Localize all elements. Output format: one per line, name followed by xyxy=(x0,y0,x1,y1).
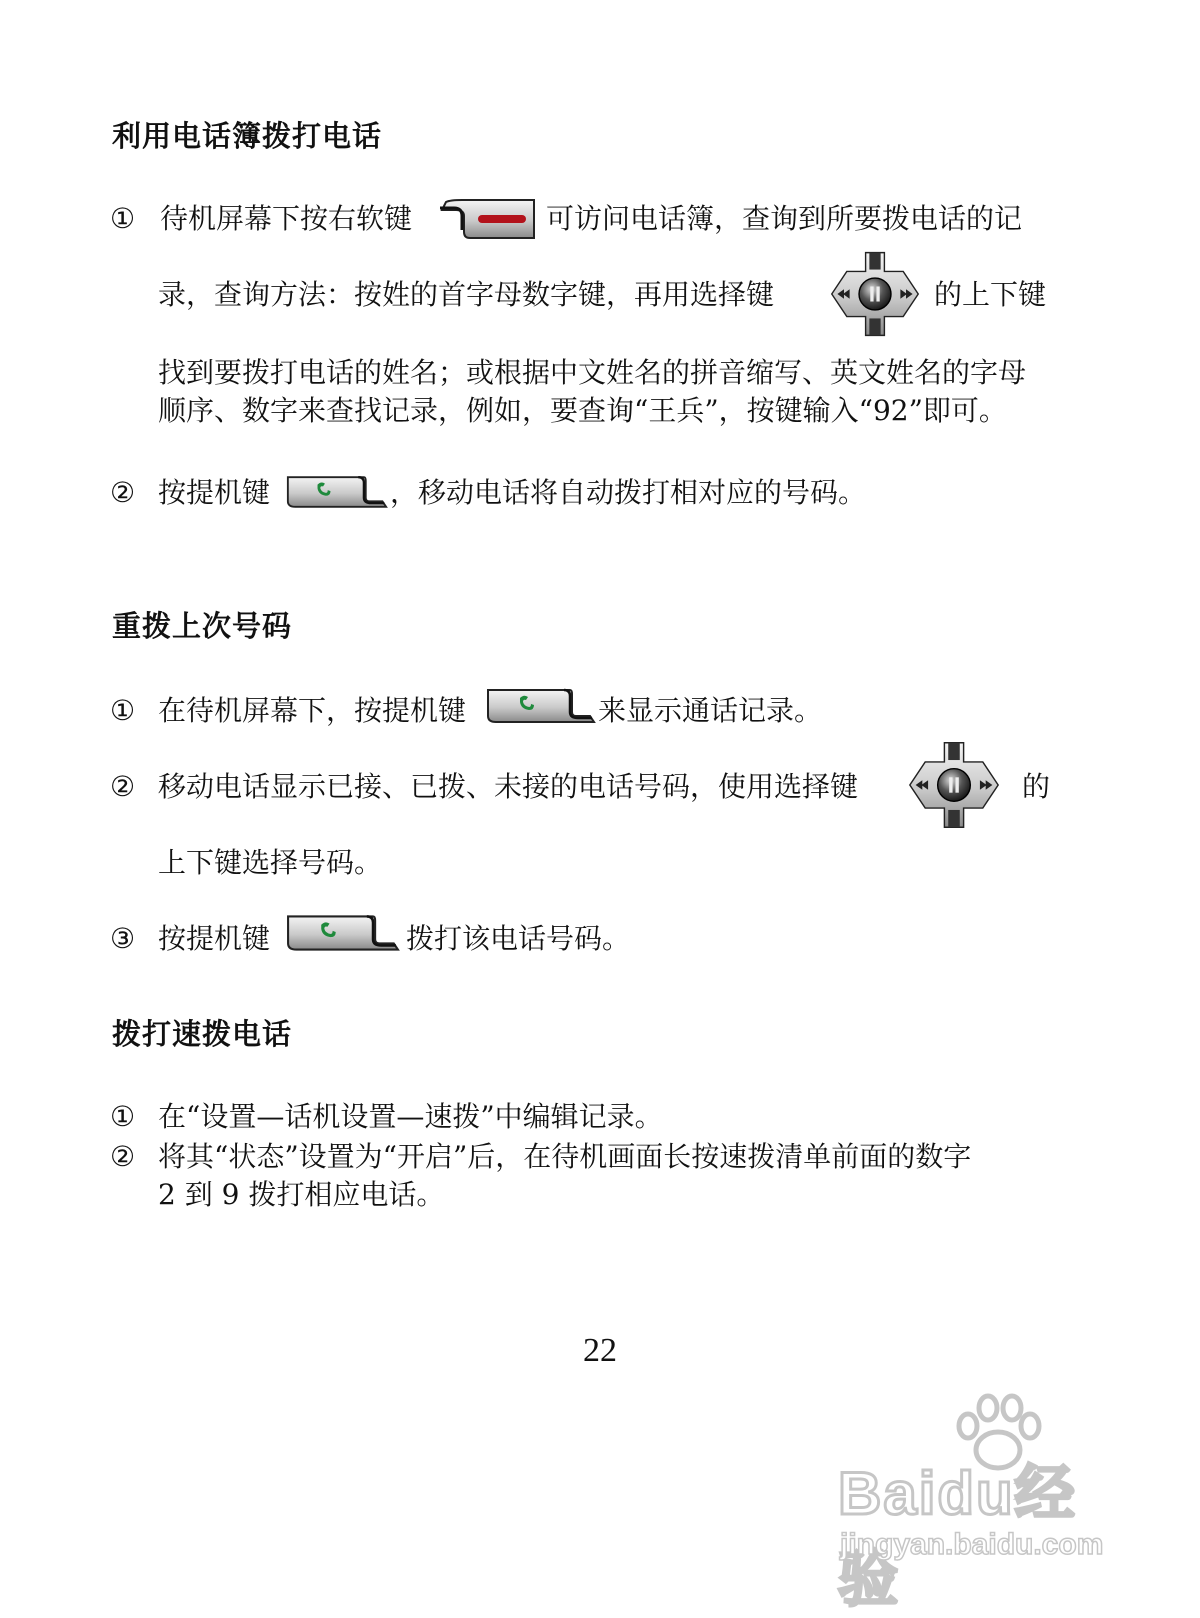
step-text-line3: 找到要拨打电话的姓名；或根据中文姓名的拼音缩写、英文姓名的字母 xyxy=(158,356,1027,389)
step-text-line2-end: 的上下键 xyxy=(934,278,1047,311)
step-text-continued: 拨打该电话号码。 xyxy=(406,922,631,955)
step-text: 移动电话显示已接、已拨、未接的电话号码，使用选择键 xyxy=(158,770,859,803)
step-number: ③ xyxy=(110,922,136,955)
step-number: ② xyxy=(110,476,136,509)
call-key-icon xyxy=(286,472,388,512)
step-text: 在待机屏幕下，按提机键 xyxy=(158,694,467,727)
watermark-brand: Baidu经验 xyxy=(838,1460,1077,1613)
step-number: ② xyxy=(110,1140,136,1173)
watermark-url: jingyan.baidu.com xyxy=(840,1528,1104,1561)
section-heading-speed-dial: 拨打速拨电话 xyxy=(112,1017,293,1051)
step-number: ② xyxy=(110,770,136,803)
right-softkey-icon xyxy=(436,196,538,242)
navigation-key-icon xyxy=(906,740,1002,830)
watermark xyxy=(838,1392,1118,1613)
step-number: ① xyxy=(110,202,136,235)
step-text: 在“设置—话机设置—速拨”中编辑记录。 xyxy=(158,1100,663,1133)
section-heading-phonebook-call: 利用电话簿拨打电话 xyxy=(112,119,383,153)
step-number: ① xyxy=(110,1100,136,1133)
step-text-line2: 2 到 9 拨打相应电话。 xyxy=(158,1178,445,1211)
step-text-continued: 来显示通话记录。 xyxy=(598,694,823,727)
step-text-line2: 上下键选择号码。 xyxy=(158,846,383,879)
step-text-continued: 可访问电话簿，查询到所要拨电话的记 xyxy=(546,202,1023,235)
step-text: 按提机键 xyxy=(158,922,271,955)
call-key-icon xyxy=(286,910,400,956)
step-text: 将其“状态”设置为“开启”后，在待机画面长按速拨清单前面的数字 xyxy=(158,1140,972,1173)
page-number: 22 xyxy=(583,1332,617,1369)
step-text-line2: 录，查询方法：按姓的首字母数字键，再用选择键 xyxy=(158,278,775,311)
section-heading-redial: 重拨上次号码 xyxy=(112,609,293,643)
step-text-end: 的 xyxy=(1022,770,1051,803)
call-key-icon xyxy=(486,684,596,728)
step-text-line4: 顺序、数字来查找记录，例如，要查询“王兵”，按键输入“92”即可。 xyxy=(158,394,1007,427)
step-text: 按提机键 xyxy=(158,476,271,509)
step-number: ① xyxy=(110,694,136,727)
step-text-continued: ，移动电话将自动拨打相对应的号码。 xyxy=(390,476,867,509)
navigation-key-icon xyxy=(828,250,922,338)
step-text: 待机屏幕下按右软键 xyxy=(160,202,413,235)
